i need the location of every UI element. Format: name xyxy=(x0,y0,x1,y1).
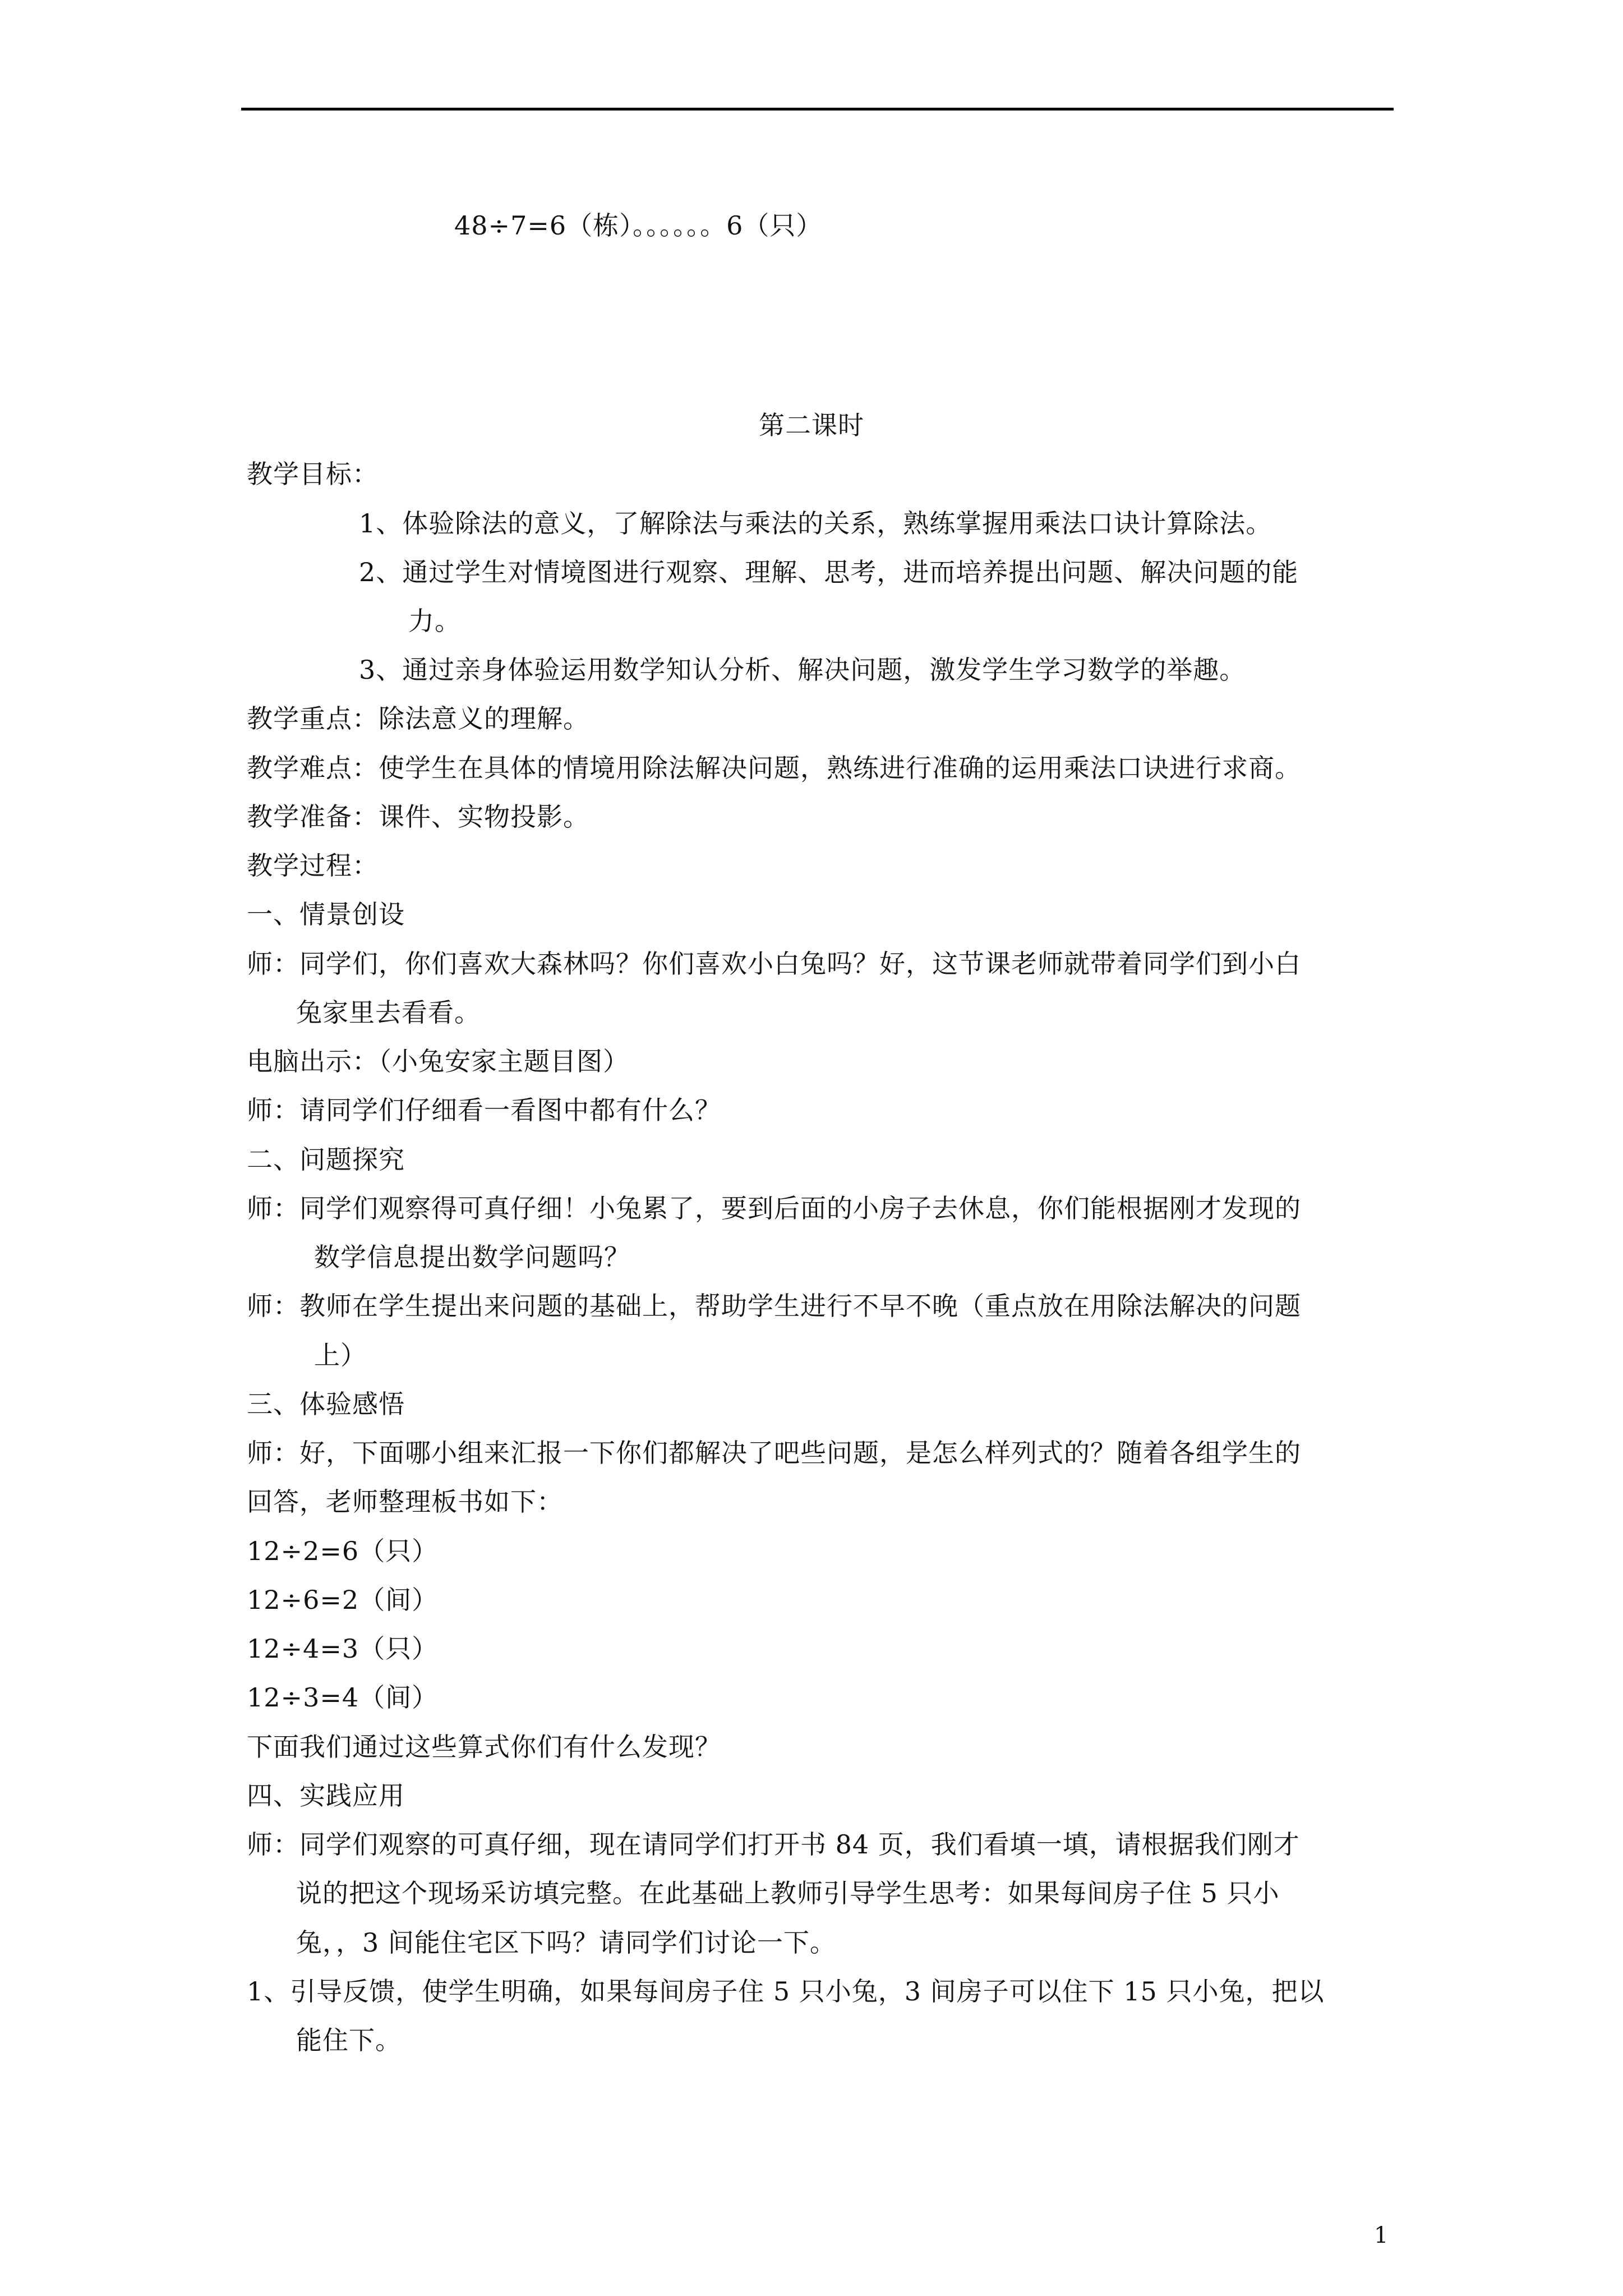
teacher-1-line-1: 师：同学们，你们喜欢大森林吗？你们喜欢小白兔吗？好，这节课老师就带着同学们到小白 xyxy=(247,949,1301,979)
key-point: 教学重点：除法意义的理解。 xyxy=(247,703,589,734)
goal-2-line-2: 力。 xyxy=(408,606,461,636)
equation-3: 12÷4=3（只） xyxy=(247,1634,439,1664)
feedback-line-2: 能住下。 xyxy=(296,2025,402,2055)
teacher-4-line-2: 上） xyxy=(314,1340,367,1370)
goal-3: 3、通过亲身体验运用数学知认分析、解决问题，激发学生学习数学的举趣。 xyxy=(359,655,1246,685)
goal-2-line-1: 2、通过学生对情境图进行观察、理解、思考，进而培养提出问题、解决问题的能 xyxy=(359,557,1299,587)
feedback-line-1: 1、引导反馈，使学生明确，如果每间房子住 5 只小兔，3 间房子可以住下 15 只小兔，把以 xyxy=(247,1976,1325,2007)
goal-1: 1、体验除法的意义，了解除法与乘法的关系，熟练掌握用乘法口诀计算除法。 xyxy=(359,508,1272,539)
teacher-6-line-2: 说的把这个现场采访填完整。在此基础上教师引导学生思考：如果每间房子住 5 只小 xyxy=(296,1878,1280,1908)
teacher-6-line-1: 师：同学们观察的可真仔细，现在请同学们打开书 84 页，我们看填一填，请根据我们刚才 xyxy=(247,1829,1300,1860)
teacher-6-line-3: 兔，，3 间能住宅区下吗？请同学们讨论一下。 xyxy=(296,1927,836,1958)
header-rule xyxy=(241,108,1394,111)
teacher-5-line-1: 师：好，下面哪小组来汇报一下你们都解决了吧些问题，是怎么样列式的？随着各组学生的 xyxy=(247,1438,1301,1468)
equation-2: 12÷6=2（间） xyxy=(247,1585,439,1615)
section-3-heading: 三、体验感悟 xyxy=(247,1389,405,1419)
teacher-1-line-2: 兔家里去看看。 xyxy=(296,997,481,1028)
teacher-3-line-1: 师：同学们观察得可真仔细！小兔累了，要到后面的小房子去休息，你们能根据刚才发现的 xyxy=(247,1193,1301,1223)
process-heading: 教学过程： xyxy=(247,850,379,881)
goals-heading: 教学目标： xyxy=(247,459,379,489)
difficulty: 教学难点：使学生在具体的情境用除法解决问题，熟练进行准确的运用乘法口诀进行求商。 xyxy=(247,753,1301,783)
lesson-title: 第二课时 xyxy=(759,410,864,440)
section-4-heading: 四、实践应用 xyxy=(247,1780,405,1811)
section-2-heading: 二、问题探究 xyxy=(247,1144,405,1175)
page-number: 1 xyxy=(1374,2223,1389,2248)
computer-show: 电脑出示：（小兔安家主题目图） xyxy=(247,1046,629,1076)
equation-4: 12÷3=4（间） xyxy=(247,1682,439,1713)
equation-top: 48÷7=6（栋）。。。。。。6（只） xyxy=(454,210,823,241)
equation-1: 12÷2=6（只） xyxy=(247,1536,439,1566)
teacher-5-line-2: 回答，老师整理板书如下： xyxy=(247,1487,563,1517)
teacher-3-line-2: 数学信息提出数学问题吗？ xyxy=(314,1242,630,1272)
preparation: 教学准备：课件、实物投影。 xyxy=(247,802,589,832)
section-1-heading: 一、情景创设 xyxy=(247,899,405,930)
discover-question: 下面我们通过这些算式你们有什么发现？ xyxy=(247,1732,721,1762)
teacher-2: 师：请同学们仔细看一看图中都有什么？ xyxy=(247,1095,721,1125)
teacher-4-line-1: 师：教师在学生提出来问题的基础上，帮助学生进行不早不晚（重点放在用除法解决的问题 xyxy=(247,1291,1301,1321)
